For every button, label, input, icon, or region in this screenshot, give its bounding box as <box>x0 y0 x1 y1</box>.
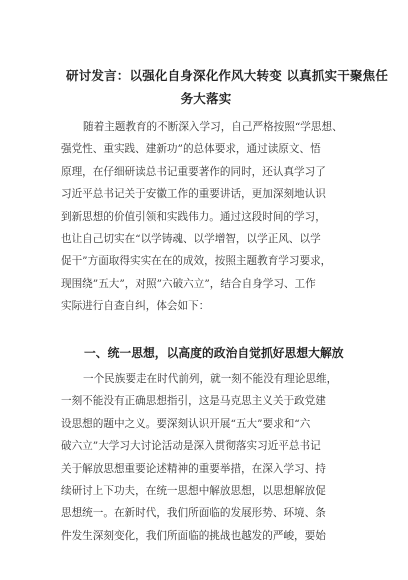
paragraph-1-line: 原理，在仔细研读总书记重要著作的同时，还认真学习了 <box>61 165 326 178</box>
paragraph-2-line: 破六立”大学习大讨论活动是深入贯彻落实习近平总书记 <box>61 440 321 453</box>
paragraph-2-line: 设思想的题中之义。要深刻认识开展“五大”要求和“六 <box>61 417 311 430</box>
paragraph-2-line: 件发生深刻变化，我们所面临的挑战也越发的严峻，要始 <box>61 529 326 542</box>
paragraph-1-line: 促干”方面取得实实在在的成效，按照主题教育学习要求， <box>61 255 332 268</box>
title-line-2: 务大落实 <box>180 91 232 106</box>
paragraph-1-line: 习近平总书记关于安徽工作的重要讲话，更加深刻地认识 <box>61 188 326 201</box>
title-line-1: 研讨发言：以强化自身深化作风大转变 以真抓实干聚焦任 <box>66 68 389 83</box>
paragraph-1-line: 实际进行自查自纠，体会如下： <box>61 300 210 313</box>
paragraph-2-line: 思想统一。在新时代，我们所面临的发展形势、环境、条 <box>61 507 326 520</box>
paragraph-1-line: 强党性、重实践、建新功”的总体要求，通过读原文、悟 <box>61 143 321 156</box>
section-heading-1: 一、统一思想，以高度的政治自觉抓好思想大解放 <box>84 346 344 360</box>
paragraph-1-line: 现围绕”五大”，对照”六破六立”，结合自身学习、工作 <box>61 277 316 290</box>
document-title <box>66 64 389 110</box>
paragraph-2-line: 一个民族要走在时代前列，就一刻不能没有理论思维， <box>83 373 338 385</box>
paragraph-2-line: 一刻不能没有正确思想指引，这是马克思主义关于政党建 <box>61 395 326 408</box>
paragraph-1-line: 也让自己切实在“以学铸魂、以学增智，以学正风、以学 <box>61 233 321 246</box>
paragraph-1-line: 到新思想的价值引领和实践伟力。通过这段时间的学习， <box>61 210 326 223</box>
paragraph-1-line: 随着主题教育的不断深入学习，自己严格按照“学思想、 <box>83 121 343 133</box>
paragraph-2-line: 续研讨上下功夫，在统一思想中解放思想，以思想解放促 <box>61 485 326 498</box>
paragraph-1 <box>61 116 351 318</box>
paragraph-2 <box>61 368 351 547</box>
paragraph-2-line: 关于解放思想重要论述精神的重要举措，在深入学习、持 <box>61 462 326 475</box>
